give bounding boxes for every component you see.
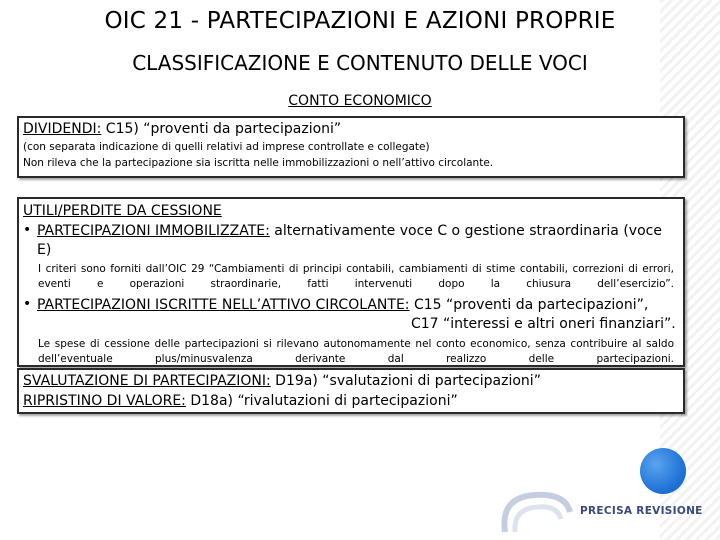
section-heading: CONTO ECONOMICO (288, 93, 432, 109)
blue-circle-decoration (640, 448, 686, 494)
immobilizzate-line (37, 223, 662, 239)
ripristino-line (23, 393, 458, 409)
svalutazione-label: SVALUTAZIONE DI PARTECIPAZIONI: (23, 373, 271, 389)
dividendi-note-1: (con separata indicazione di quelli relativi ad imprese controllate e collegate) (23, 141, 430, 153)
ripristino-text: D18a) “rivalutazioni di partecipazioni” (185, 393, 458, 409)
immobilizzate-text: alternativamente voce C o gestione straordinaria (voce (269, 223, 662, 239)
precisa-revisione-logo-icon (495, 487, 575, 537)
bullet-icon: • (23, 296, 32, 312)
cessione-box (17, 197, 685, 367)
circolante-cont: C17 “interessi e altri oneri finanziari”. (411, 316, 676, 332)
svalutazione-text: D19a) “svalutazioni di partecipazioni” (270, 373, 541, 389)
dividendi-box (17, 116, 685, 178)
slide-title: OIC 21 - PARTECIPAZIONI E AZIONI PROPRIE (104, 8, 616, 34)
dividendi-line (23, 121, 341, 137)
logo-text: PRECISA REVISIONE (580, 505, 703, 517)
dividendi-text: C15) “proventi da partecipazioni” (101, 121, 342, 137)
ripristino-label: RIPRISTINO DI VALORE: (23, 393, 186, 409)
slide-subtitle: CLASSIFICAZIONE E CONTENUTO DELLE VOCI (132, 51, 588, 75)
bullet-icon: • (23, 222, 32, 238)
circolante-note: Le spese di cessione delle partecipazioni si rilevano autonomamente nel conto economico, senza contribuire al saldo dell’eventuale plus/minusvalenza derivante dal realizzo delle partecipazioni. (38, 338, 674, 365)
circolante-label: PARTECIPAZIONI ISCRITTE NELL’ATTIVO CIRCOLANTE: (37, 297, 410, 313)
svalutazione-line (23, 373, 541, 389)
svalutazione-box (17, 368, 685, 414)
immobilizzate-cont: E) (37, 242, 52, 258)
immobilizzate-label: PARTECIPAZIONI IMMOBILIZZATE: (37, 223, 270, 239)
immobilizzate-note: I criteri sono forniti dall’OIC 29 “Cambiamenti di principi contabili, cambiamenti di stime contabili, correzioni di errori, eventi e operazioni straordinarie, fatti intervenuti dopo la chiusura dell’esercizio”. (38, 263, 674, 290)
circolante-text: C15 “proventi da partecipazioni”, (409, 297, 649, 313)
cessione-heading: UTILI/PERDITE DA CESSIONE (23, 203, 222, 219)
dividendi-label: DIVIDENDI: (23, 121, 102, 137)
dividendi-note-2: Non rileva che la partecipazione sia iscritta nelle immobilizzazioni o nell’attivo circolante. (23, 157, 494, 169)
circolante-line (37, 297, 648, 313)
